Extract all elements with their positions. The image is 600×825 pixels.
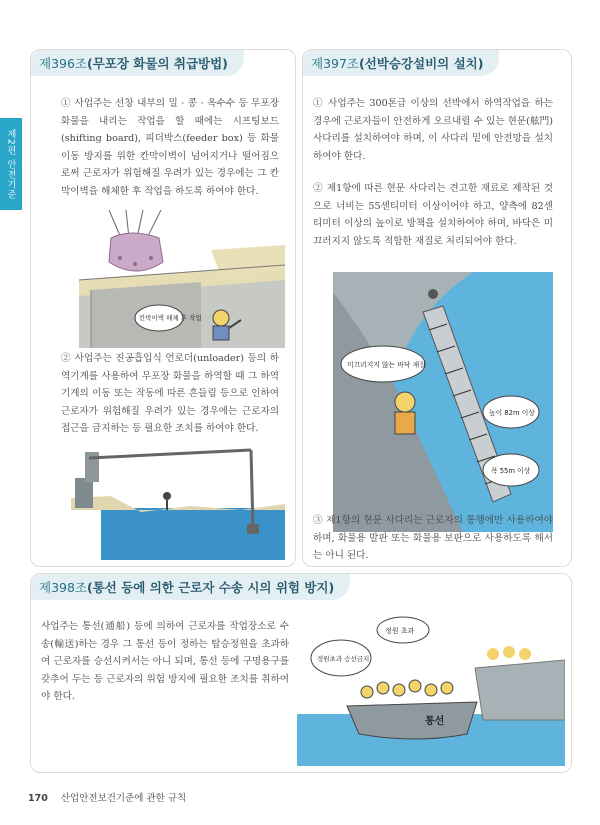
article-397-header <box>303 50 499 76</box>
label-width: 폭 55m 이상 <box>491 467 531 475</box>
article-397-paragraph-1: ① 사업주는 300톤급 이상의 선박에서 하역작업을 하는 경우에 근로자들이 안전하게 오르내릴 수 있는 현문(舷門) 사다리를 설치하여야 하며, 이 사다리 밑에 안전망을 설치하여야 한다. <box>313 98 553 162</box>
grain-unloading-illustration <box>71 210 285 348</box>
boat-label: 통선 <box>425 716 445 727</box>
bubble-overload-text: 정원 초과 <box>385 627 415 635</box>
article-396-title: (무포장 화물의 취급방법) <box>87 56 228 71</box>
footer-title: 산업안전보건기준에 관한 규칙 <box>60 793 187 804</box>
unloader-illustration <box>71 448 285 560</box>
bubble-ban-text: 정원초과 승선금지 <box>317 655 370 663</box>
article-398-paragraph: 사업주는 통선(通船) 등에 의하여 근로자를 작업장소로 수송(輸送)하는 경우 그 통선 등이 정하는 탑승정원을 초과하여 근로자를 승선시켜서는 아니 되며, 통선 등에 구명용구를 갖추어 두는 등 근로자의 위험 방지에 필요한 조치를 취하여야 한다. <box>41 621 289 702</box>
article-397-title: (선박승강설비의 설치) <box>359 56 484 71</box>
article-396-paragraph-2: ② 사업주는 진공흡입식 언로더(unloader) 등의 하역기계를 사용하여 무포장 화물을 하역할 때 그 하역기계의 이동 또는 작동에 따른 흔들림 등으로 인하여 근로자가 위험해질 우려가 있는 경우에는 근로자의 접근을 금지하는 등 필요한 조치를 하여야 한다. <box>61 353 279 434</box>
article-396-number: 제396조 <box>39 56 88 71</box>
article-398-box <box>30 573 572 773</box>
overloaded-boat-illustration <box>297 610 565 766</box>
label-height: 높이 82m 이상 <box>489 409 535 417</box>
article-396-box <box>30 49 296 567</box>
article-397-box <box>302 49 572 567</box>
article-398-number: 제398조 <box>39 580 88 595</box>
article-397-number: 제397조 <box>311 56 360 71</box>
page-footer <box>28 790 186 804</box>
side-section-tab: 제2편 안전기준 <box>0 118 22 210</box>
bubble-partition-text: 칸막이벽 해체 후 작업 <box>139 314 202 322</box>
article-398-header <box>31 574 350 600</box>
page-number: 170 <box>28 793 48 804</box>
article-398-title: (통선 등에 의한 근로자 수송 시의 위험 방지) <box>87 580 335 595</box>
article-396-paragraph-1: ① 사업주는 선창 내부의 밀 · 콩 · 옥수수 등 무포장 화물을 내리는 작업을 할 때에는 시프팅보드(shifting board), 피더박스(feeder box) 등 화물 이동 방지를 위한 칸막이벽이 넘어지거나 떨어짐으로써 근로자가 위험해질 우려가 있는 경우에는 그 칸막이벽을 해체한 후 작업을 하도록 하여야 한다. <box>61 98 279 197</box>
article-397-paragraph-2: ② 제1항에 따른 현문 사다리는 견고한 재료로 제작된 것으로 너비는 55센티미터 이상이어야 하고, 양측에 82센티미터 이상의 높이로 방책을 설치하여야 하며, 바닥은 미끄러지지 않도록 적합한 재질로 처리되어야 한다. <box>313 183 553 247</box>
bubble-floor-text: 미끄러지지 않는 바닥 재질 <box>347 361 426 369</box>
article-396-header <box>31 50 244 76</box>
gangway-ladder-illustration <box>333 272 553 532</box>
article-397-paragraph-3: ③ 제1항의 현문 사다리는 근로자의 통행에만 사용하여야 하며, 화물용 발판 또는 화물용 보판으로 사용하도록 해서는 아니 된다. <box>313 515 553 561</box>
